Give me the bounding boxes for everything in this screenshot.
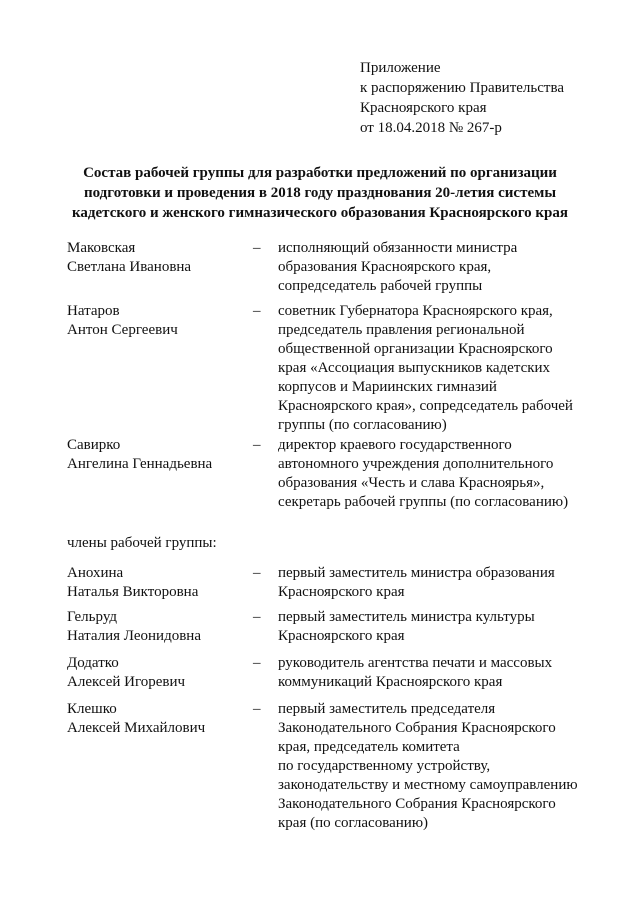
role-line: советник Губернатора Красноярского края, — [278, 303, 553, 319]
role-line: группы (по согласованию) — [278, 417, 447, 433]
person-role — [278, 564, 598, 602]
role-line: Красноярского края — [278, 628, 405, 644]
role-line: Законодательного Собрания Красноярского — [278, 796, 556, 812]
appendix-line: от 18.04.2018 № 267-р — [360, 120, 502, 136]
role-line: автономного учреждения дополнительного — [278, 456, 554, 472]
role-line: края, председатель комитета — [278, 739, 460, 755]
given-names: Ангелина Геннадьевна — [67, 456, 213, 472]
surname: Савирко — [67, 437, 121, 453]
surname: Клешко — [67, 701, 117, 717]
members-heading: члены рабочей группы: — [67, 535, 217, 551]
surname: Додатко — [67, 655, 119, 671]
role-line: законодательству и местному самоуправлению — [278, 777, 578, 793]
given-names: Наталия Леонидовна — [67, 628, 201, 644]
given-names: Наталья Викторовна — [67, 584, 199, 600]
title-line: Состав рабочей группы для разработки предложений по организации — [83, 165, 557, 181]
role-line: по государственному устройству, — [278, 758, 491, 774]
role-line: Красноярского края», сопредседатель рабочей — [278, 398, 573, 414]
person-role — [278, 302, 598, 435]
given-names: Светлана Ивановна — [67, 259, 192, 275]
dash-separator: – — [253, 303, 261, 319]
person-name — [67, 239, 247, 277]
person-role — [278, 239, 598, 296]
role-line: Законодательного Собрания Красноярского — [278, 720, 556, 736]
role-line: общественной организации Красноярского — [278, 341, 553, 357]
dash-separator: – — [253, 565, 261, 581]
surname: Маковская — [67, 240, 136, 256]
role-line: образования Красноярского края, — [278, 259, 492, 275]
role-line: корпусов и Мариинских гимназий — [278, 379, 497, 395]
person-name — [67, 654, 247, 692]
dash-separator: – — [253, 701, 261, 717]
role-line: образования «Честь и слава Красноярья», — [278, 475, 545, 491]
dash-separator: – — [253, 437, 261, 453]
role-line: руководитель агентства печати и массовых — [278, 655, 553, 671]
role-line: края «Ассоциация выпускников кадетских — [278, 360, 551, 376]
person-name — [67, 564, 247, 602]
role-line: края (по согласованию) — [278, 815, 429, 831]
role-line: первый заместитель председателя — [278, 701, 496, 717]
role-line: первый заместитель министра образования — [278, 565, 555, 581]
role-line: сопредседатель рабочей группы — [278, 278, 483, 294]
dash-separator: – — [253, 655, 261, 671]
given-names: Антон Сергеевич — [67, 322, 178, 338]
appendix-line: Приложение — [360, 60, 441, 76]
surname: Натаров — [67, 303, 120, 319]
dash-separator: – — [253, 609, 261, 625]
person-name — [67, 302, 247, 340]
person-role — [278, 436, 598, 512]
role-line: Красноярского края — [278, 584, 405, 600]
title-line: подготовки и проведения в 2018 году празднования 20-летия системы — [83, 185, 557, 201]
person-name — [67, 436, 247, 474]
role-line: коммуникаций Красноярского края — [278, 674, 503, 690]
appendix-line: Красноярского края — [360, 100, 487, 116]
document-title — [40, 163, 600, 223]
appendix-line: к распоряжению Правительства — [360, 80, 565, 96]
given-names: Алексей Михайлович — [67, 720, 206, 736]
person-name — [67, 700, 247, 738]
surname: Анохина — [67, 565, 124, 581]
title-line: кадетского и женского гимназического образования Красноярского края — [72, 205, 568, 221]
dash-separator: – — [253, 240, 261, 256]
role-line: исполняющий обязанности министра — [278, 240, 518, 256]
appendix-header — [360, 58, 564, 138]
surname: Гельруд — [67, 609, 118, 625]
role-line: первый заместитель министра культуры — [278, 609, 535, 625]
role-line: секретарь рабочей группы (по согласованию) — [278, 494, 569, 510]
role-line: директор краевого государственного — [278, 437, 512, 453]
person-role — [278, 608, 598, 646]
given-names: Алексей Игоревич — [67, 674, 186, 690]
person-role — [278, 654, 598, 692]
role-line: председатель правления региональной — [278, 322, 525, 338]
person-role — [278, 700, 598, 833]
person-name — [67, 608, 247, 646]
